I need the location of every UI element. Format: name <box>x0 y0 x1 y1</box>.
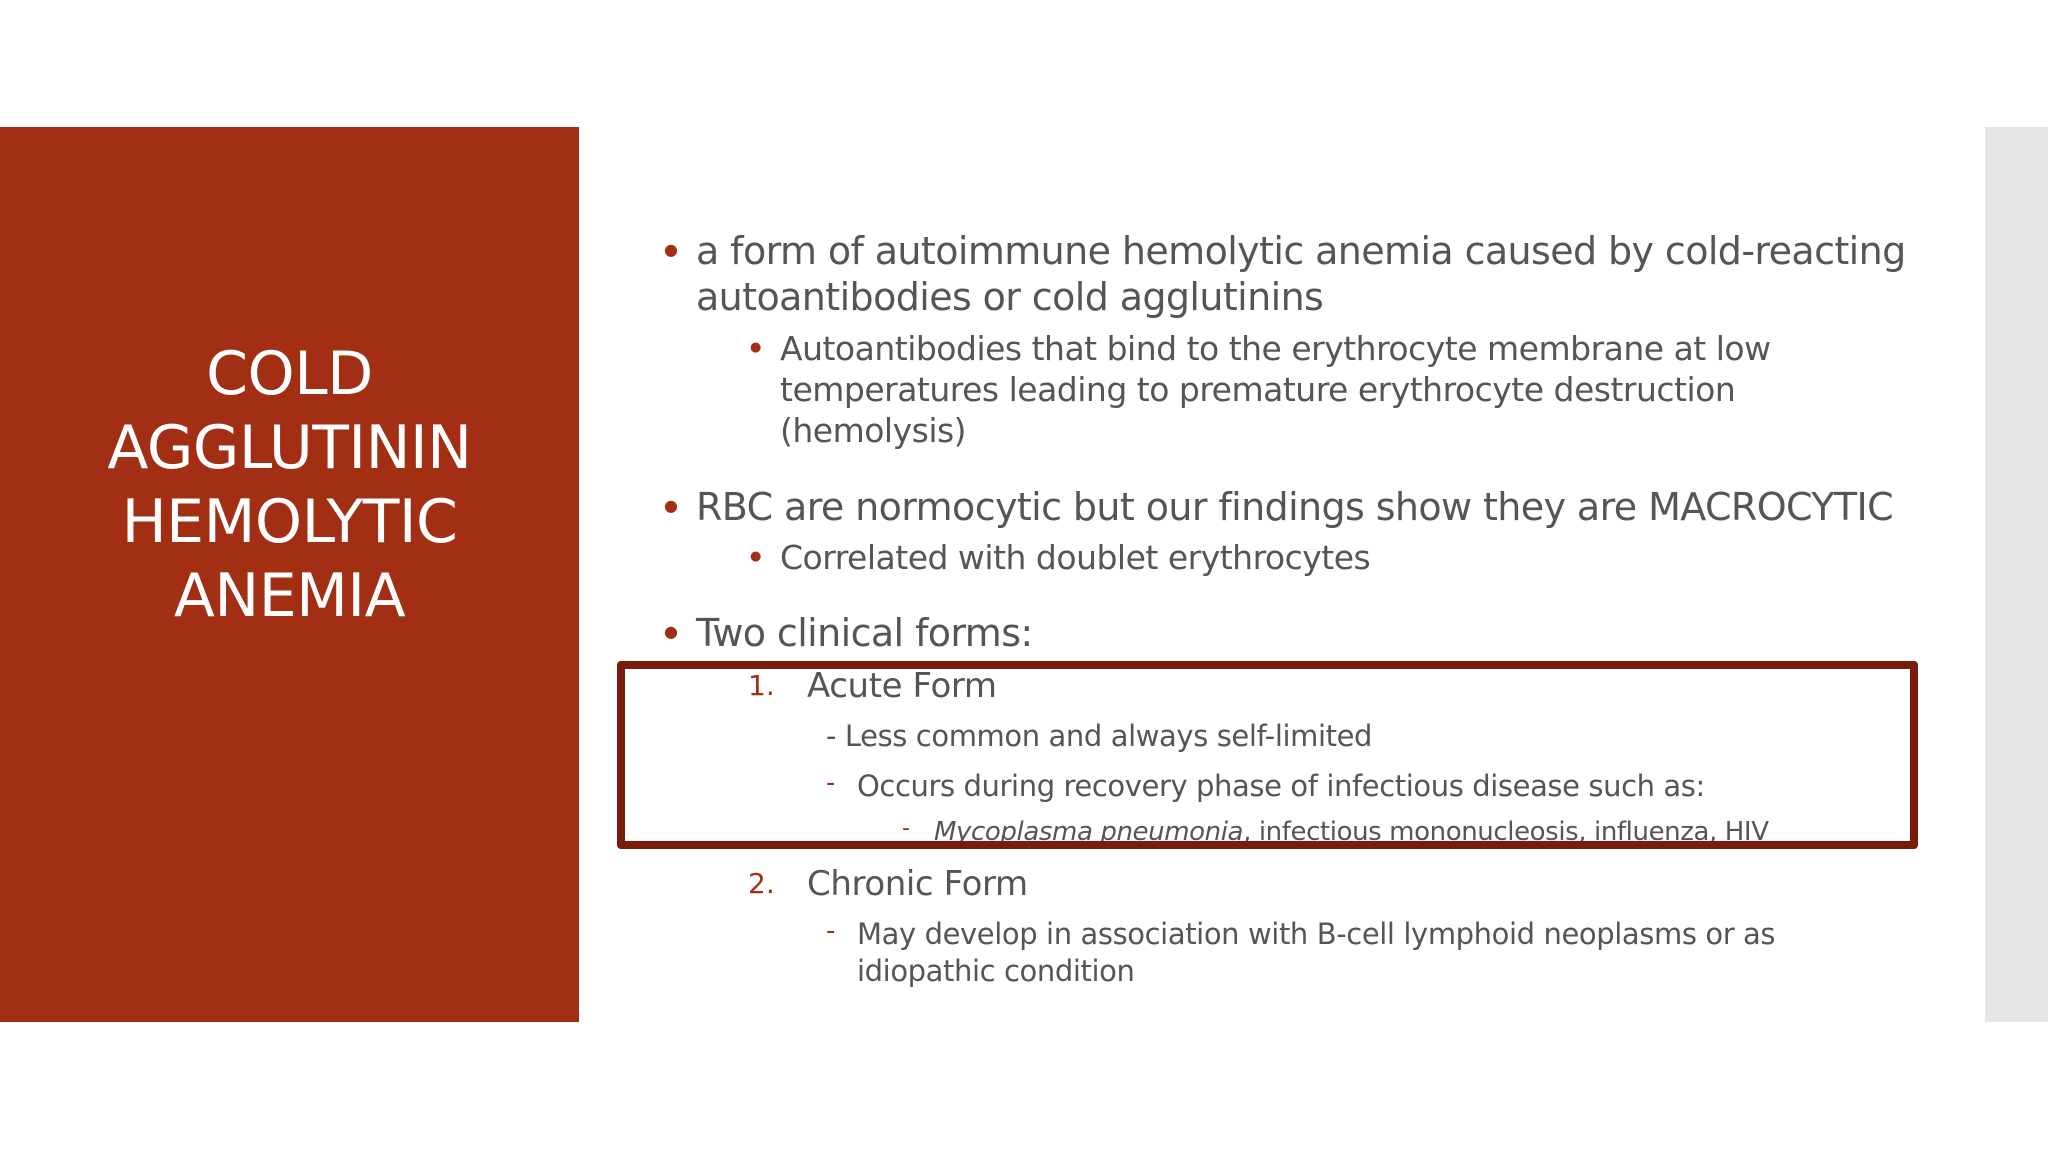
bullet-icon: ● <box>664 622 678 641</box>
form-title: Acute Form <box>807 666 997 706</box>
side-bar <box>1985 127 2048 1022</box>
bullet-icon: ● <box>664 496 678 515</box>
bullet-text: Two clinical forms: <box>696 611 1033 655</box>
dash-marker: - <box>902 816 910 841</box>
form-detail: idiopathic condition <box>857 954 1135 988</box>
sub-bullet-icon: ● <box>750 549 762 564</box>
dash-marker: - <box>826 768 836 798</box>
form-detail: Occurs during recovery phase of infectious disease such as: <box>857 769 1705 803</box>
title-line: ANEMIA <box>173 561 406 631</box>
title-line: AGGLUTININ <box>107 413 472 483</box>
list-number: 2. <box>748 867 775 900</box>
bullet-text: autoantibodies or cold agglutinins <box>696 275 1324 319</box>
dash-marker: - <box>826 916 836 946</box>
highlight-box <box>617 661 1918 849</box>
form-title: Chronic Form <box>807 864 1028 904</box>
title-line: HEMOLYTIC <box>121 487 458 557</box>
form-detail: May develop in association with B-cell lymphoid neoplasms or as <box>857 917 1776 951</box>
bullet-icon: ● <box>664 240 678 259</box>
title-line: COLD <box>206 339 373 409</box>
sub-bullet-text: Autoantibodies that bind to the erythrocyte membrane at low <box>780 329 1771 368</box>
organism-name: Mycoplasma pneumonia <box>934 817 1244 847</box>
sub-bullet-text: Correlated with doublet erythrocytes <box>780 538 1371 577</box>
sub-bullet-icon: ● <box>750 340 762 355</box>
infection-list: , infectious mononucleosis, influenza, HIV <box>1243 817 1769 847</box>
form-detail: - Less common and always self-limited <box>826 719 1373 753</box>
sub-bullet-text: temperatures leading to premature erythrocyte destruction <box>780 370 1736 409</box>
bullet-text: RBC are normocytic but our findings show they are MACROCYTIC <box>696 485 1894 529</box>
list-number: 1. <box>748 669 775 702</box>
bullet-text: a form of autoimmune hemolytic anemia caused by cold-reacting <box>696 229 1906 273</box>
sub-bullet-text: (hemolysis) <box>780 411 967 450</box>
